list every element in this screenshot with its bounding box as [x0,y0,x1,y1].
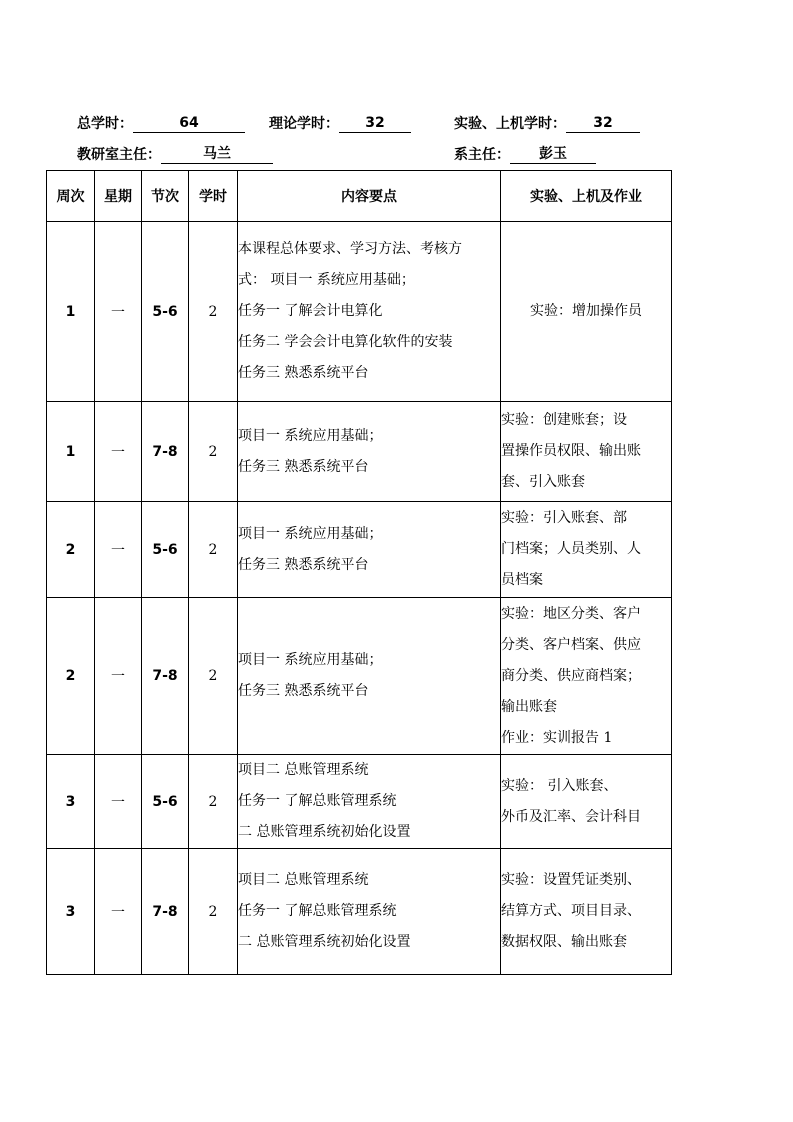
content-line: 任务三 熟悉系统平台 [238,683,369,699]
content-line: 项目一 系统应用基础； [238,525,383,542]
content-line: 任务三 熟悉系统平台 [238,556,369,573]
lab-line: 套、引入账套 [501,474,585,490]
content-line: 项目二 总账管理系统 [238,872,369,888]
cell-hours: 2 [189,755,238,849]
content-line: 项目一 系统应用基础； [238,652,383,668]
cell-section: 5-6 [142,222,189,402]
content-line: 式： 项目一 系统应用基础； [238,272,415,288]
content-line: 任务二 学会会计电算化软件的安装 [238,334,453,350]
cell-lab [501,402,672,502]
cell-day: 一 [95,598,142,755]
cell-lab [501,222,672,402]
table-row [47,402,672,502]
lab-line: 实验： 引入账套、 [501,777,618,794]
lab-hours-value: 32 [566,114,640,133]
cell-day: 一 [95,222,142,402]
cell-week: 1 [47,402,95,502]
content-line: 二 总账管理系统初始化设置 [238,824,411,840]
cell-hours: 2 [189,402,238,502]
total-hours-value: 64 [133,114,245,133]
schedule-table [46,170,672,975]
lab-line: 结算方式、项目目录、 [501,903,641,919]
col-header-section: 节次 [142,171,189,222]
cell-content [238,849,501,975]
cell-day: 一 [95,849,142,975]
total-hours-label: 总学时： [77,116,133,132]
theory-hours-value: 32 [339,114,411,133]
lab-hours-label: 实验、上机学时： [454,116,566,132]
lab-line: 数据权限、输出账套 [501,934,627,950]
cell-section: 5-6 [142,755,189,849]
cell-hours: 2 [189,849,238,975]
lab-line: 实验：设置凭证类别、 [501,872,641,888]
office-director-label: 教研室主任： [77,147,161,163]
office-director-value: 马兰 [161,145,273,164]
cell-week: 2 [47,598,95,755]
office-director [77,145,273,165]
cell-lab [501,598,672,755]
content-line: 项目二 总账管理系统 [238,762,369,778]
content-line: 任务一 了解会计电算化 [238,303,383,319]
cell-lab [501,849,672,975]
cell-week: 3 [47,849,95,975]
cell-lab [501,755,672,849]
lab-line: 实验：引入账套、部 [501,510,627,526]
cell-day: 一 [95,755,142,849]
col-header-week: 周次 [47,171,95,222]
theory-hours-label: 理论学时： [269,116,339,132]
cell-hours: 2 [189,502,238,598]
lab-line: 输出账套 [501,698,557,715]
col-header-day: 星期 [95,171,142,222]
lab-line: 实验：地区分类、客户 [501,605,641,622]
lab-line: 置操作员权限、输出账 [501,443,641,459]
cell-content [238,402,501,502]
lab-line: 商分类、供应商档案； [501,667,641,684]
table-row [47,598,672,755]
table-row [47,755,672,849]
col-header-lab: 实验、上机及作业 [501,171,672,222]
cell-day: 一 [95,402,142,502]
cell-week: 2 [47,502,95,598]
cell-content [238,502,501,598]
cell-section: 7-8 [142,402,189,502]
lab-line: 实验：增加操作员 [530,303,642,319]
cell-day: 一 [95,502,142,598]
dept-director [454,145,596,165]
cell-hours: 2 [189,598,238,755]
cell-content [238,222,501,402]
lab-line: 分类、客户档案、供应 [501,636,641,653]
col-header-content: 内容要点 [238,171,501,222]
lab-hours [454,114,640,134]
dept-director-label: 系主任： [454,147,510,163]
table-row [47,502,672,598]
lab-line: 外币及汇率、会计科目 [501,808,641,825]
cell-week: 3 [47,755,95,849]
lab-line: 门档案；人员类别、人 [501,541,641,557]
cell-section: 7-8 [142,849,189,975]
total-hours [77,114,245,134]
lab-line: 作业：实训报告 1 [501,729,613,746]
table-header-row [47,171,672,222]
col-header-hours: 学时 [189,171,238,222]
theory-hours [269,114,411,134]
content-line: 任务三 熟悉系统平台 [238,458,369,475]
content-line: 本课程总体要求、学习方法、考核方 [238,241,462,257]
dept-director-value: 彭玉 [510,145,596,164]
content-line: 任务一 了解总账管理系统 [238,903,397,919]
lab-line: 员档案 [501,572,543,588]
table-row [47,849,672,975]
cell-week: 1 [47,222,95,402]
lab-line: 实验：创建账套；设 [501,412,627,428]
cell-section: 7-8 [142,598,189,755]
cell-content [238,598,501,755]
content-line: 二 总账管理系统初始化设置 [238,934,411,950]
cell-content [238,755,501,849]
cell-lab [501,502,672,598]
cell-hours: 2 [189,222,238,402]
cell-section: 5-6 [142,502,189,598]
table-row [47,222,672,402]
content-line: 项目一 系统应用基础； [238,427,383,444]
content-line: 任务一 了解总账管理系统 [238,793,397,809]
content-line: 任务三 熟悉系统平台 [238,365,369,381]
